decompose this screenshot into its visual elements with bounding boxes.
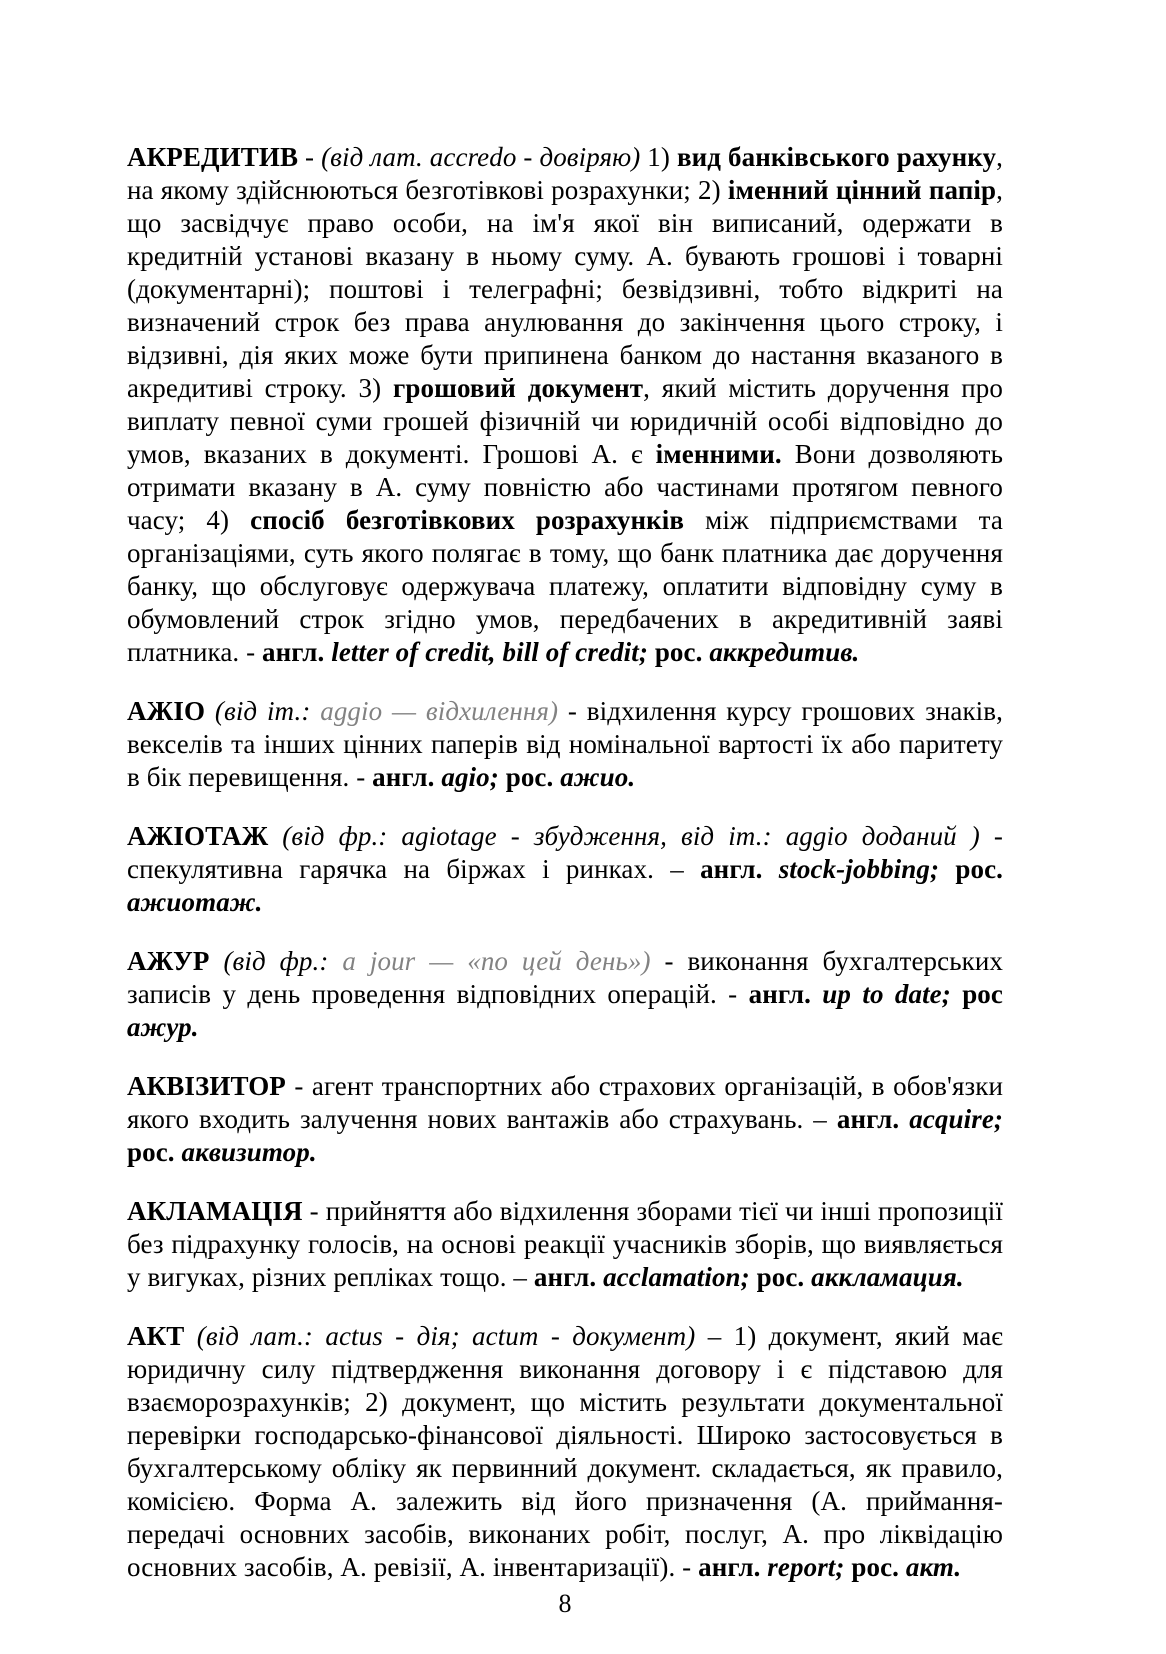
text-segment: 1) bbox=[640, 142, 677, 172]
text-segment: letter of credit, bill of credit; bbox=[331, 637, 648, 667]
text-segment: (від лат. accredo - довіряю) bbox=[321, 142, 641, 172]
text-segment: спосіб безготівкових розрахунків bbox=[250, 505, 685, 535]
text-segment: між підприємствами та організаціями, суть якого полягає в тому, що банк платника дає доручення банку, що обслуговує одержувача платежу, оплатити відповідну суму в обумовлений строк згідно умов, передбачених в акредитивній заяві платника. - bbox=[127, 505, 1003, 667]
text-segment: англ. bbox=[262, 637, 332, 667]
text-segment: - виконання бухгалтерських записів у день проведення відповідних операцій. - bbox=[127, 946, 1003, 1009]
entry-term: АКВІЗИТОР bbox=[127, 1071, 286, 1101]
text-segment: англ. bbox=[836, 1104, 910, 1134]
text-segment: (від фр.: agiotage - збудження, від іт.: aggio доданий ) bbox=[282, 821, 980, 851]
text-segment: англ. bbox=[533, 1262, 604, 1292]
text-segment: acclamation; bbox=[603, 1262, 750, 1292]
text-segment: рос. bbox=[498, 762, 561, 792]
text-segment bbox=[210, 946, 224, 976]
text-segment: англ. bbox=[700, 854, 779, 884]
page-number: 8 bbox=[558, 1589, 572, 1618]
text-segment: вид банківського рахунку bbox=[676, 142, 997, 172]
text-segment: англ. bbox=[698, 1552, 768, 1582]
text-segment: (від лат.: actus - дія; actum - документ) bbox=[196, 1321, 696, 1351]
text-segment: аккламация. bbox=[811, 1262, 964, 1292]
text-segment: акт. bbox=[905, 1552, 962, 1582]
text-segment: рос. bbox=[844, 1552, 906, 1582]
glossary-entry-azhiotazh bbox=[127, 820, 1003, 919]
text-segment: a jour — «по цей день») bbox=[342, 946, 651, 976]
text-segment: ажиотаж. bbox=[127, 887, 263, 917]
text-segment: , який містить доручення про виплату певної суми грошей фізичній чи юридичній особі відповідно до умов, вказаних в документі. Грошові А. є bbox=[127, 373, 1003, 469]
text-segment: stock-jobbing; bbox=[778, 854, 940, 884]
text-segment: рос. bbox=[127, 1137, 182, 1167]
entry-term: АЖУР bbox=[127, 946, 210, 976]
text-segment: грошовий документ bbox=[393, 373, 644, 403]
text-segment: іменними. bbox=[655, 439, 782, 469]
text-segment: acquire; bbox=[909, 1104, 1004, 1134]
text-segment: іменний цінний папір bbox=[727, 175, 997, 205]
text-segment: Вони дозволяють отримати вказану в А. суму повністю або частинами протягом певного часу; 4) bbox=[127, 439, 1003, 535]
text-segment: ажио. bbox=[560, 762, 636, 792]
entry-term: АКЛАМАЦІЯ bbox=[127, 1196, 303, 1226]
text-segment: – 1) документ, який має юридичну силу підтвердження виконання договору і є підставою для взаєморозрахунків; 2) документ, що містить результати документальної перевірки господарсько-фінансової діяльності. Широко застосовується в бухгалтерському обліку як первинний документ. складається, як правило, комісією. Форма А. залежить від його призначення (А. приймання-передачі основних засобів, виконаних робіт, послуг, А. про ліквідацію основних засобів, А. ревізії, А. інвентаризації). - bbox=[127, 1321, 1003, 1582]
text-segment: - прийняття або відхилення зборами тієї чи інші пропозиції без підрахунку голосів, на основі реакції учасників зборів, що виявляється у вигуках, різних репліках тощо. – bbox=[127, 1196, 1003, 1292]
text-segment: - bbox=[298, 142, 322, 172]
text-segment: , що засвідчує право особи, на ім'я якої він виписаний, одержати в кредитній установі вказану в ньому суму. А. бувають грошові і товарні (документарні); поштові і телеграфні; безвідзивні, тобто відкриті на визначений строк без права анулювання до закінчення цього строку, і відзивні, дія яких може бути припинена банком до настання вказаного в акредитиві строку. 3) bbox=[127, 175, 1003, 403]
text-segment: рос. bbox=[647, 637, 710, 667]
glossary-entry-aklamatsiia bbox=[127, 1195, 1003, 1294]
text-segment: аквизитор. bbox=[181, 1137, 317, 1167]
text-segment: aggio — відхилення) bbox=[320, 696, 559, 726]
text-segment: up to date; bbox=[822, 979, 951, 1009]
entry-term: АКТ bbox=[127, 1321, 185, 1351]
text-segment: agio; bbox=[441, 762, 499, 792]
glossary-entry-akt bbox=[127, 1320, 1003, 1584]
text-segment: report; bbox=[767, 1552, 845, 1582]
text-segment: англ. bbox=[748, 979, 823, 1009]
glossary-entry-azhio bbox=[127, 695, 1003, 794]
text-segment bbox=[205, 696, 215, 726]
glossary-entry-akvizytor bbox=[127, 1070, 1003, 1169]
text-segment: , на якому здійснюються безготівкові розрахунки; 2) bbox=[127, 142, 1003, 205]
text-segment: (від іт.: bbox=[214, 696, 321, 726]
glossary-entries bbox=[127, 141, 1003, 1584]
entry-term: АЖІО bbox=[127, 696, 206, 726]
text-segment: рос. bbox=[749, 1262, 812, 1292]
glossary-entry-azhur bbox=[127, 945, 1003, 1044]
text-segment bbox=[268, 821, 282, 851]
text-segment: англ. bbox=[372, 762, 442, 792]
text-segment: (від фр.: bbox=[223, 946, 343, 976]
text-segment: ажур. bbox=[127, 1012, 199, 1042]
entry-term: АЖІОТАЖ bbox=[127, 821, 269, 851]
text-segment: рос bbox=[950, 979, 1003, 1009]
text-segment: рос. bbox=[939, 854, 1003, 884]
text-segment: - агент транспортних або страхових організацій, в обов'язки якого входить залучення нових вантажів або страхувань. – bbox=[127, 1071, 1003, 1134]
text-segment: - спекулятивна гарячка на біржах і ринках. – bbox=[127, 821, 1004, 884]
text-segment bbox=[184, 1321, 196, 1351]
text-segment: аккредитив. bbox=[709, 637, 860, 667]
text-segment: - відхилення курсу грошових знаків, векселів та інших цінних паперів від номінальної вартості їх або паритету в бік перевищення. - bbox=[127, 696, 1003, 792]
glossary-entry-akredytyv bbox=[127, 141, 1003, 669]
entry-term: АКРЕДИТИВ bbox=[127, 142, 299, 172]
